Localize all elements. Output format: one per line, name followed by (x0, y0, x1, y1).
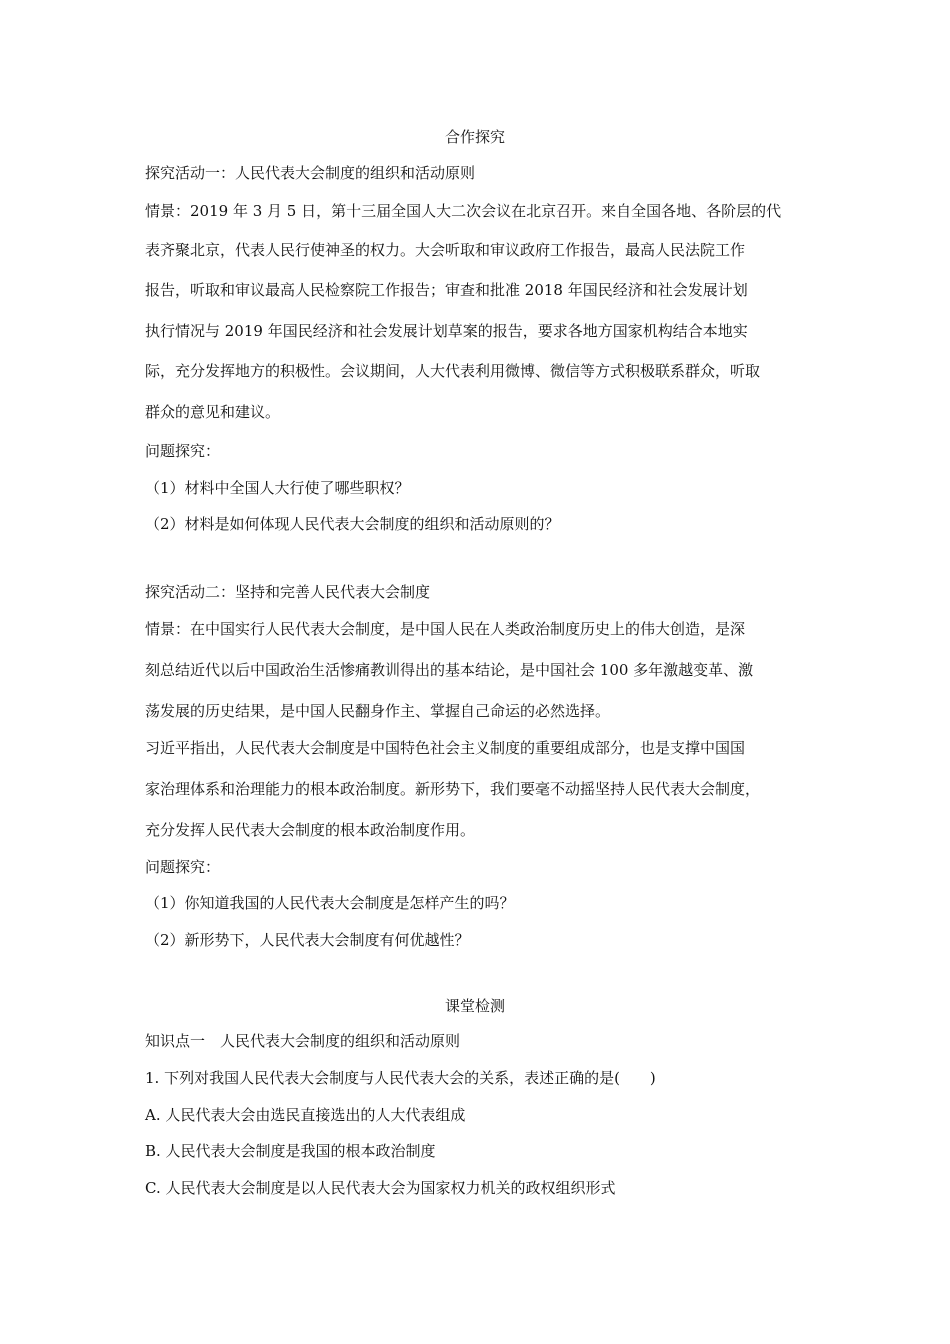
scenario-line: 群众的意见和建议。 (145, 403, 281, 421)
scenario-line: 家治理体系和治理能力的根本政治制度。新形势下，我们要毫不动摇坚持人民代表大会制度， (145, 780, 761, 798)
scenario-line: 充分发挥人民代表大会制度的根本政治制度作用。 (145, 821, 476, 839)
scenario-line: 报告，听取和审议最高人民检察院工作报告；审查和批准 2018 年国民经济和社会发展计划 (145, 281, 748, 299)
scenario-line: 际，充分发挥地方的积极性。会议期间，人大代表利用微博、微信等方式积极联系群众，听取 (145, 362, 761, 380)
answer-option-c: C. 人民代表大会制度是以人民代表大会为国家权力机关的政权组织形式 (145, 1179, 616, 1197)
scenario-line: 执行情况与 2019 年国民经济和社会发展计划草案的报告，要求各地方国家机构结合本地实 (145, 322, 748, 340)
scenario-line: 情景：2019 年 3 月 5 日，第十三届全国人大二次会议在北京召开。来自全国各地、各阶层的代 (145, 202, 782, 220)
question-label: 问题探究： (145, 442, 221, 460)
scenario-line: 表齐聚北京，代表人民行使神圣的权力。大会听取和审议政府工作报告，最高人民法院工作 (145, 241, 746, 259)
activity-2-title: 探究活动二：坚持和完善人民代表大会制度 (145, 583, 431, 601)
scenario-line: 习近平指出，人民代表大会制度是中国特色社会主义制度的重要组成部分，也是支撑中国国 (145, 739, 746, 757)
scenario-line: 荡发展的历史结果，是中国人民翻身作主、掌握自己命运的必然选择。 (145, 702, 611, 720)
section-heading-cooperative-inquiry: 合作探究 (444, 128, 505, 146)
knowledge-point-title: 知识点一 人民代表大会制度的组织和活动原则 (145, 1032, 461, 1050)
question-item: （2）材料是如何体现人民代表大会制度的组织和活动原则的？ (145, 515, 560, 533)
activity-1-title: 探究活动一：人民代表大会制度的组织和活动原则 (145, 164, 476, 182)
test-question: 1. 下列对我国人民代表大会制度与人民代表大会的关系，表述正确的是( ) (145, 1069, 656, 1087)
answer-option-b: B. 人民代表大会制度是我国的根本政治制度 (145, 1142, 436, 1160)
question-item: （1）材料中全国人大行使了哪些职权？ (145, 479, 410, 497)
question-item: （2）新形势下，人民代表大会制度有何优越性？ (145, 931, 470, 949)
scenario-line: 刻总结近代以后中国政治生活惨痛教训得出的基本结论，是中国社会 100 多年激越变革、激 (145, 661, 754, 679)
answer-option-a: A. 人民代表大会由选民直接选出的人大代表组成 (145, 1106, 466, 1124)
section-heading-class-test: 课堂检测 (444, 997, 505, 1015)
question-item: （1）你知道我国的人民代表大会制度是怎样产生的吗？ (145, 894, 515, 912)
scenario-line: 情景：在中国实行人民代表大会制度，是中国人民在人类政治制度历史上的伟大创造，是深 (145, 620, 746, 638)
question-label: 问题探究： (145, 858, 221, 876)
